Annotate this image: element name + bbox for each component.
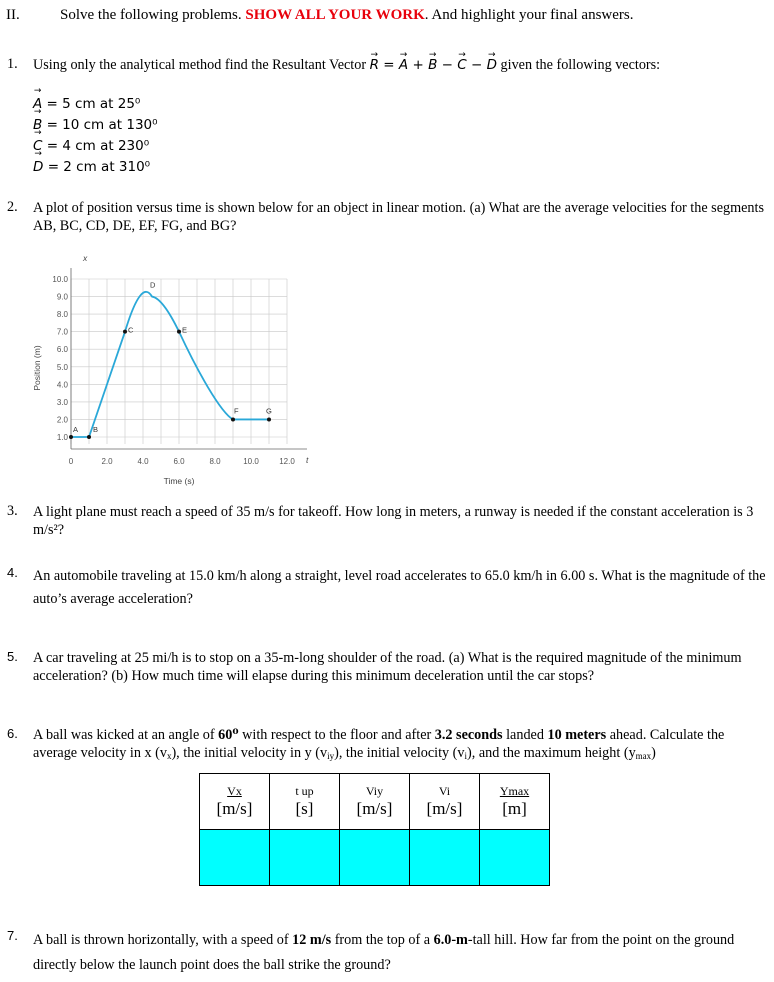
x-tick-label: 12.0	[279, 457, 295, 466]
x-tick-label: 0	[68, 457, 74, 466]
header-vi: Vi [m/s]	[410, 774, 480, 830]
instructions-emphasis: SHOW ALL YOUR WORK	[245, 7, 425, 23]
q1-text-lead: Using only the analytical method find the Resultant Vector	[33, 57, 370, 73]
answer-table	[199, 773, 550, 886]
q1-resultant-formula: → R = → A + → B − → C − → D	[370, 57, 497, 73]
y-tick-label: 7.0	[56, 327, 68, 337]
answer-cell-ymax[interactable]	[480, 830, 550, 886]
y-tick-label: 10.0	[52, 275, 68, 284]
x-tick-label: 6.0	[173, 457, 185, 466]
answer-cell-t-up[interactable]	[270, 830, 340, 886]
x-axis-label: Time (s)	[163, 476, 195, 486]
y-tick-label: 8.0	[56, 310, 68, 320]
header-ymax: Ymax [m]	[480, 774, 550, 830]
y-tick-label: 5.0	[56, 362, 68, 372]
y-tick-label: 6.0	[56, 345, 68, 355]
q1-text	[33, 56, 771, 74]
x-tick-label: 2.0	[101, 457, 113, 466]
vector-b: → B = 10 cm at 130⁰	[33, 117, 158, 133]
point-e	[177, 330, 181, 334]
position-time-chart	[20, 248, 320, 493]
answer-table-input-row	[200, 830, 550, 886]
y-tick-label: 3.0	[56, 397, 68, 407]
answer-cell-viy[interactable]	[340, 830, 410, 886]
position-curve	[71, 292, 269, 437]
y-tick-label: 9.0	[56, 292, 68, 302]
q1-number: 1.	[7, 56, 18, 72]
point-label-c: C	[128, 325, 134, 335]
x-tick-label: 10.0	[243, 457, 259, 466]
x-axis-symbol: t	[306, 455, 309, 465]
header-t-up: t up [s]	[270, 774, 340, 830]
header-viy: Viy [m/s]	[340, 774, 410, 830]
q3-text: A light plane must reach a speed of 35 m/s for takeoff. How long in meters, a runway is needed if the constant acceleration is 3 m/s²?	[33, 504, 754, 538]
q5-number: 5.	[7, 649, 18, 664]
point-f	[231, 417, 235, 421]
q7-text: A ball is thrown horizontally, with a speed of 12 m/s from the top of a 6.0-m-tall hill. How far from the point on the ground directly below the launch point does the ball strike the ground?	[33, 932, 735, 973]
vector-a: → A = 5 cm at 25⁰	[33, 96, 140, 112]
point-a	[69, 435, 73, 439]
vector-d: → D = 2 cm at 310⁰	[33, 159, 150, 175]
header-vx: Vx [m/s]	[200, 774, 270, 830]
point-label-d: D	[150, 280, 156, 290]
q4-text: An automobile traveling at 15.0 km/h along a straight, level road accelerates to 65.0 km/h in 6.00 s. What is the magnitude of the auto’s average acceleration?	[33, 568, 766, 607]
y-axis-label: Position (m)	[32, 345, 42, 391]
point-b	[87, 435, 91, 439]
q2-text: A plot of position versus time is shown below for an object in linear motion. (a) What are the average velocities for the segments AB, BC, CD, DE, EF, FG, and BG?	[33, 200, 764, 234]
point-c	[123, 330, 127, 334]
q6-text: A ball was kicked at an angle of 60⁰ with respect to the floor and after 3.2 seconds landed 10 meters ahead. Calculate the average velocity in x $(v_x)$, the initial velocity in y $(v_{iy})$, the initial velocity $(v_i)$, and the maximum height $(y_{max})$	[33, 727, 725, 761]
instructions	[60, 7, 634, 24]
y-axis-symbol: x	[83, 253, 88, 263]
point-label-g: G	[266, 406, 272, 416]
q4-number: 4.	[7, 565, 18, 580]
instructions-lead: Solve the following problems.	[60, 7, 246, 23]
answer-table-header-row	[200, 774, 550, 830]
q2-number: 2.	[7, 199, 18, 215]
q6-number: 6.	[7, 726, 18, 741]
vector-c: → C = 4 cm at 230⁰	[33, 138, 149, 154]
point-label-a: A	[73, 425, 79, 434]
q3-number: 3.	[7, 503, 18, 519]
point-label-f: F	[234, 406, 239, 416]
y-tick-label: 2.0	[56, 415, 68, 425]
y-tick-label: 1.0	[56, 433, 68, 442]
chart-points	[69, 281, 272, 439]
chart-axes	[71, 268, 307, 449]
answer-cell-vi[interactable]	[410, 830, 480, 886]
instructions-tail: . And highlight your final answers.	[424, 7, 634, 23]
q1-text-tail: given the following vectors:	[497, 57, 661, 73]
y-tick-label: 4.0	[56, 380, 68, 390]
point-label-b: B	[93, 425, 99, 434]
x-tick-label: 4.0	[137, 457, 149, 466]
q5-text: A car traveling at 25 mi/h is to stop on a 35-m-long shoulder of the road. (a) What is the required magnitude of the minimum acceleration? (b) How much time will elapse during this minimum deceleration until the car stops?	[33, 650, 742, 684]
point-label-e: E	[182, 325, 188, 335]
section-number: II.	[6, 7, 20, 23]
answer-cell-vx[interactable]	[200, 830, 270, 886]
q7-number: 7.	[7, 928, 18, 943]
x-tick-label: 8.0	[209, 457, 221, 466]
point-g	[267, 417, 271, 421]
